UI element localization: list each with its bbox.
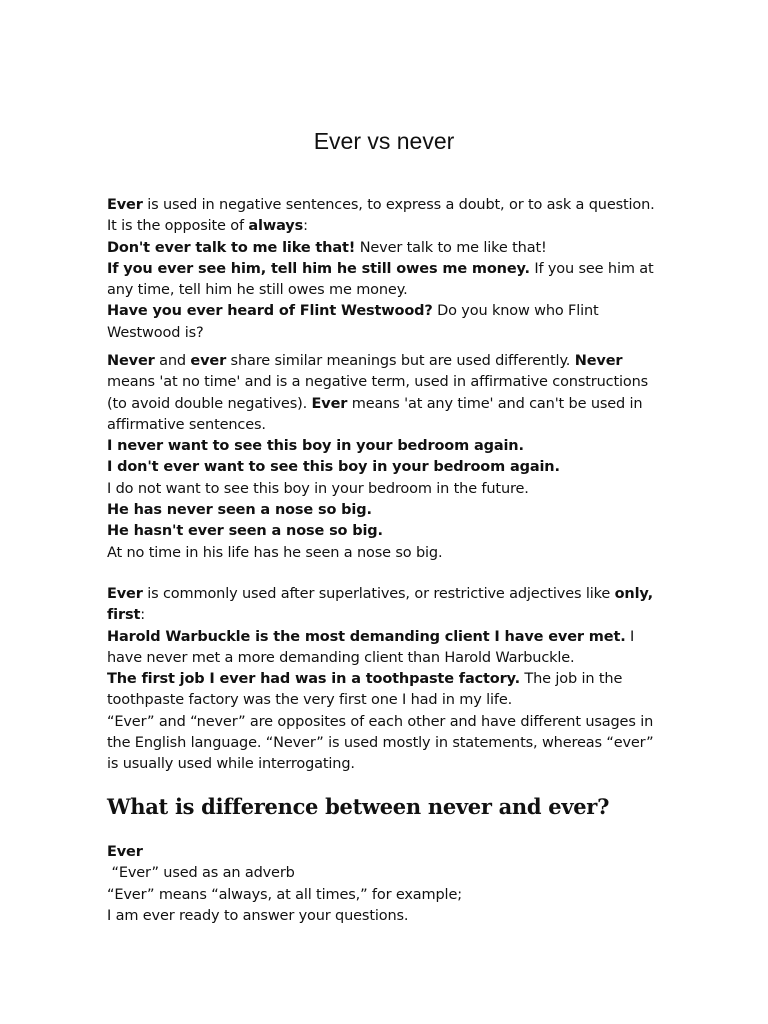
- example-explanation-line: At no time in his life has he seen a nose so big.: [107, 544, 443, 561]
- paragraph-superlatives-intro: [107, 584, 667, 627]
- term-ever: ever: [190, 353, 227, 369]
- example-sentence: [107, 627, 667, 670]
- term-always: always: [248, 218, 304, 235]
- text: is used in negative sentences, to express a doubt, or to ask a question. It is the opposite of: [107, 197, 655, 235]
- section-heading: What is difference between never and ever?: [107, 794, 610, 819]
- term-only-first: only, first: [107, 586, 653, 624]
- paragraph-closing: “Ever” and “never” are opposites of each other and have different usages in the English language. “Never” is used mostly in statements, whereas “ever” is usually used while interrogating.: [107, 713, 654, 773]
- example-explanation: The job in the toothpaste factory was the very first one I had in my life.: [107, 671, 623, 709]
- text-line: I am ever ready to answer your questions.: [107, 907, 409, 924]
- example-explanation: Never talk to me like that!: [355, 239, 547, 256]
- example-bold: Harold Warbuckle is the most demanding client I have ever met.: [107, 628, 626, 645]
- term-ever: Ever: [107, 586, 143, 602]
- example-explanation-line: I do not want to see this boy in your bedroom in the future.: [107, 480, 529, 497]
- text: :: [140, 607, 145, 624]
- example-bold: The first job I ever had was in a toothpaste factory.: [107, 671, 520, 688]
- text: :: [303, 218, 308, 235]
- text: means 'at any time' and can't be used in affirmative sentences.: [107, 395, 643, 433]
- example-explanation: I have never met a more demanding client than Harold Warbuckle.: [107, 628, 635, 666]
- example-explanation: Do you know who Flint Westwood is?: [107, 303, 599, 341]
- example-sentence: [107, 669, 667, 712]
- section-ever-superlatives: [107, 584, 667, 776]
- subheading-ever: Ever: [107, 844, 143, 860]
- example-bold-line: I never want to see this boy in your bedroom again.: [107, 438, 524, 455]
- section-never-vs-ever: [107, 351, 667, 564]
- term-never: Never: [107, 353, 155, 369]
- term-ever: Ever: [311, 395, 348, 412]
- term-ever: Ever: [107, 197, 143, 213]
- text-line: “Ever” means “always, at all times,” for example;: [107, 886, 462, 903]
- example-bold: Have you ever heard of Flint Westwood?: [107, 303, 433, 320]
- example-sentence: [107, 238, 667, 259]
- term-never: Never: [574, 353, 623, 369]
- text-line: “Ever” used as an adverb: [107, 865, 295, 882]
- example-bold-line: He hasn't ever seen a nose so big.: [107, 523, 383, 540]
- example-bold: If you ever see him, tell him he still owes me money.: [107, 260, 530, 277]
- section-ever-adverb: [107, 842, 667, 927]
- text: means 'at no time' and is a negative term, used in affirmative constructions (to avoid double negatives).: [107, 374, 649, 412]
- page-title: Ever vs never: [313, 128, 455, 154]
- example-sentence: [107, 301, 667, 344]
- text: is commonly used after superlatives, or restrictive adjectives like: [142, 586, 615, 602]
- section-ever-usage: [107, 195, 667, 344]
- example-explanation: If you see him at any time, tell him he still owes me money.: [107, 260, 654, 299]
- text: share similar meanings but are used differently.: [226, 353, 575, 369]
- text: and: [154, 353, 191, 369]
- example-bold: Don't ever talk to me like that!: [107, 239, 356, 256]
- example-sentence: [107, 259, 667, 302]
- example-bold-line: He has never seen a nose so big.: [107, 502, 372, 519]
- paragraph-ever-intro: [107, 195, 667, 238]
- paragraph-never-ever-intro: [107, 351, 667, 436]
- example-bold-line: I don't ever want to see this boy in your bedroom again.: [107, 459, 560, 476]
